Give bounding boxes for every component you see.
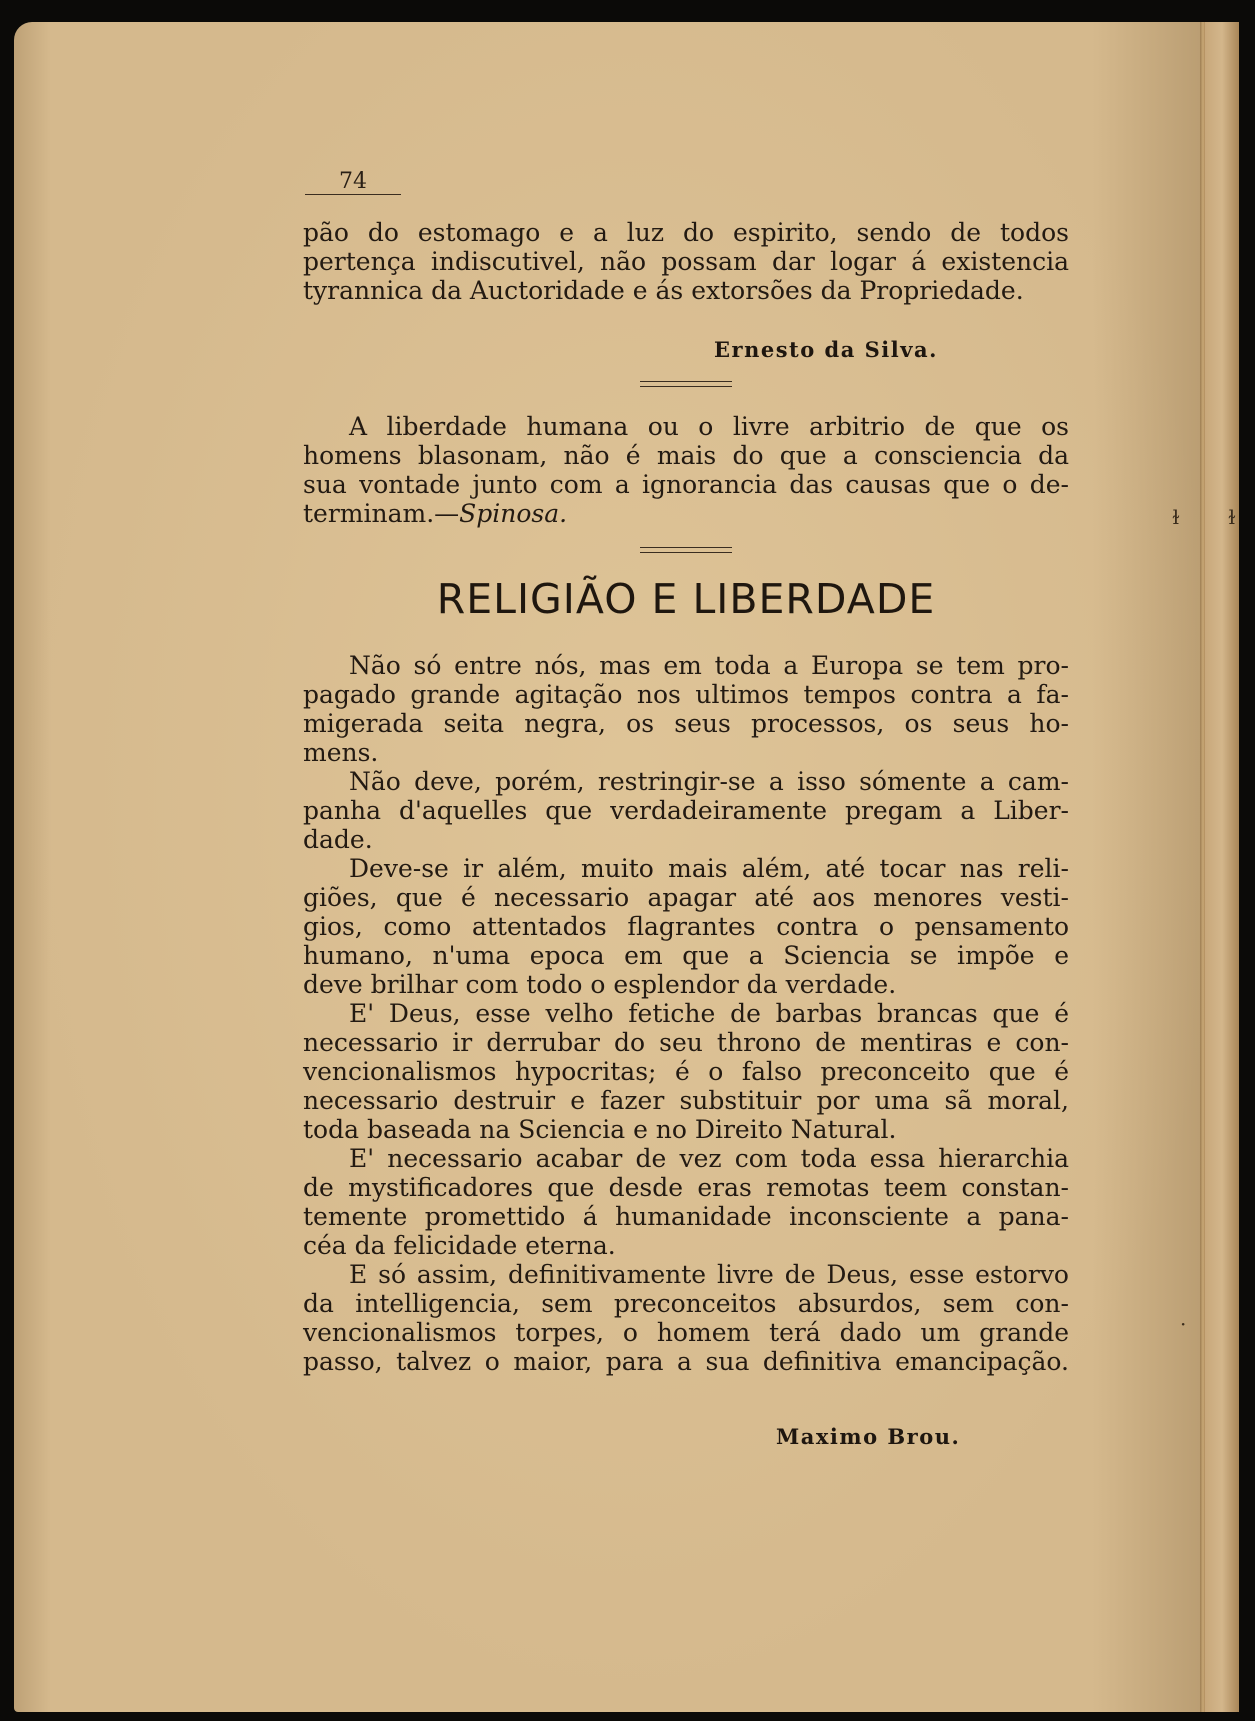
next-page-edge xyxy=(1205,22,1239,1712)
text-line: Deve-se ir além, muito mais além, até tocar nas reli- xyxy=(349,854,1069,883)
section-divider xyxy=(640,381,732,387)
text-line: A liberdade humana ou o livre arbitrio de que os xyxy=(349,412,1069,441)
text-line: homens blasonam, não é mais do que a consciencia da xyxy=(303,441,1069,470)
text-line: E' necessario acabar de vez com toda essa hierarchia xyxy=(349,1144,1069,1173)
text-line: tyrannica da Auctoridade e ás extorsões da Propriedade. xyxy=(303,276,1024,305)
text-line: dade. xyxy=(303,825,373,854)
text-line: de mystificadores que desde eras remotas teem constan- xyxy=(303,1173,1069,1202)
text-line: humano, n'uma epoca em que a Sciencia se impõe e xyxy=(303,941,1069,970)
opening-paragraph xyxy=(303,218,1069,305)
text-line: pagado grande agitação nos ultimos tempos contra a fa- xyxy=(303,680,1069,709)
margin-speck: ɫ xyxy=(1172,505,1180,529)
spinosa-quote xyxy=(303,412,1069,528)
text-line: vencionalismos torpes, o homem terá dado um grande xyxy=(303,1318,1069,1347)
text-line: mens. xyxy=(303,738,379,767)
text-line xyxy=(303,499,1069,528)
article-title: RELIGIÃO E LIBERDADE xyxy=(436,575,936,623)
section-divider xyxy=(640,547,732,553)
text-line: pão do estomago e a luz do espirito, sendo de todos xyxy=(303,218,1069,247)
text-line: deve brilhar com todo o esplendor da verdade. xyxy=(303,970,897,999)
signature-ernesto-da-silva: Ernesto da Silva. xyxy=(714,337,938,362)
text-line: necessario destruir e fazer substituir por uma sã moral, xyxy=(303,1086,1069,1115)
quote-last-line: terminam.— xyxy=(303,499,460,528)
signature-maximo-brou: Maximo Brou. xyxy=(776,1424,961,1449)
text-line: panha d'aquelles que verdadeiramente pregam a Liber- xyxy=(303,796,1069,825)
page-number: 74 xyxy=(305,170,401,195)
text-line: da intelligencia, sem preconceitos absurdos, sem con- xyxy=(303,1289,1069,1318)
quote-author: Spinosa. xyxy=(459,499,568,528)
text-line: toda baseada na Sciencia e no Direito Natural. xyxy=(303,1115,897,1144)
text-line: gios, como attentados flagrantes contra o pensamento xyxy=(303,912,1069,941)
text-line: céa da felicidade eterna. xyxy=(303,1231,616,1260)
text-line: vencionalismos hypocritas; é o falso preconceito que é xyxy=(303,1057,1069,1086)
article-body xyxy=(303,651,1069,1376)
text-line: sua vontade junto com a ignorancia das causas que o de- xyxy=(303,470,1069,499)
text-line: necessario ir derrubar do seu throno de mentiras e con- xyxy=(303,1028,1069,1057)
margin-speck: ɫ xyxy=(1228,505,1236,529)
margin-speck: · xyxy=(1180,1312,1187,1336)
text-line: passo, talvez o maior, para a sua definitiva emancipação. xyxy=(303,1347,1069,1376)
text-line: Não deve, porém, restringir-se a isso sómente a cam- xyxy=(349,767,1069,796)
text-line: migerada seita negra, os seus processos, os seus ho- xyxy=(303,709,1069,738)
text-line: E' Deus, esse velho fetiche de barbas brancas que é xyxy=(349,999,1069,1028)
text-line: E só assim, definitivamente livre de Deus, esse estorvo xyxy=(349,1260,1069,1289)
text-line: temente promettido á humanidade inconsciente a pana- xyxy=(303,1202,1069,1231)
text-line: Não só entre nós, mas em toda a Europa se tem pro- xyxy=(349,651,1069,680)
text-line: giões, que é necessario apagar até aos menores vesti- xyxy=(303,883,1069,912)
text-line: pertença indiscutivel, não possam dar logar á existencia xyxy=(303,247,1069,276)
